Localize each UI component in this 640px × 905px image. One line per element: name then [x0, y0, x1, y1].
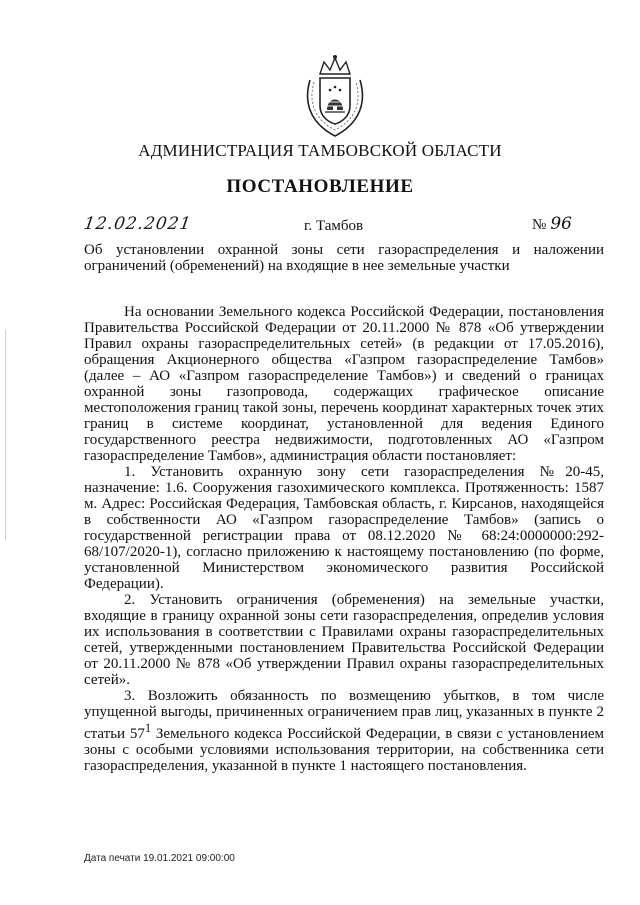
tambov-region-emblem: [300, 50, 370, 140]
document-city: г. Тамбов: [304, 218, 364, 234]
number-handwritten: 96: [550, 214, 572, 234]
document-subject: Об установлении охранной зоны сети газораспределения и наложении ограничений (обременений) на входящие в нее земельные участки: [84, 242, 604, 274]
scan-margin-line: [5, 330, 6, 540]
body-item-3: [84, 688, 604, 774]
print-date: Дата печати 19.01.2021 09:00:00: [84, 853, 235, 864]
item-3-superscript: 1: [144, 721, 152, 735]
document-number: [532, 214, 572, 234]
document-type: ПОСТАНОВЛЕНИЕ: [226, 176, 414, 197]
document-body: [84, 304, 604, 774]
item-3-text-end: Земельного кодекса Российской Федерации, в связи с установлением зоны с особыми условиями использования территории, на собственника сети газораспределения, указанной в пункте 1 настоящего постановления.: [84, 726, 605, 774]
body-item-1: 1. Установить охранную зону сети газораспределения №20-45, назначение: 1.6. Сооружения газохимического комплекса. Протяженность: 1587 м. Адрес: Российская Федерация, Тамбовская область, г. Кирсанов, находящейся в собственности АО «Газпром газораспределение Тамбов» (запись о государственной регистрации права от 08.12.2020 № 68:24:0000000:292-68/107/2020-1), согласно приложению к настоящему постановлению (по форме, установленной Министерством экономического развития Российской Федерации).: [84, 464, 604, 592]
document-date-handwritten: 12.02.2021: [82, 214, 193, 234]
item-3-text-start: 3. Возложить обязанность по возмещению убытков, в том числе упущенной выгоды, причиненных ограничением прав лиц, указанных в пункте 2 статьи 57: [84, 688, 604, 742]
body-item-2: 2. Установить ограничения (обременения) на земельные участки, входящие в границу охранной зоны сети газораспределения, определив условия их использования в соответствии с Правилами охраны газораспределительных сетей, утвержденными постановлением Правительства Российской Федерации от 20.11.2000 № 878 «Об утверждении Правил охраны газораспределительных сетей».: [84, 592, 604, 688]
body-preamble: На основании Земельного кодекса Российской Федерации, постановления Правительства Российской Федерации от 20.11.2000 № 878 «Об утверждении Правил охраны газораспределительных сетей» (в редакции от 17.05.2016), обращения Акционерного общества «Газпром газораспределение Тамбов» (далее – АО «Газпром газораспределение Тамбов») и сведений о границах охранной зоны газопровода, содержащих графическое описание местоположения границ такой зоны, перечень координат характерных точек этих границ в системе координат, установленной для ведения Единого государственного реестра недвижимости, подготовленных АО «Газпром газораспределение Тамбов», администрация области постановляет:: [84, 304, 604, 464]
number-label: №: [532, 217, 547, 233]
organization-name: АДМИНИСТРАЦИЯ ТАМБОВСКОЙ ОБЛАСТИ: [138, 141, 502, 160]
